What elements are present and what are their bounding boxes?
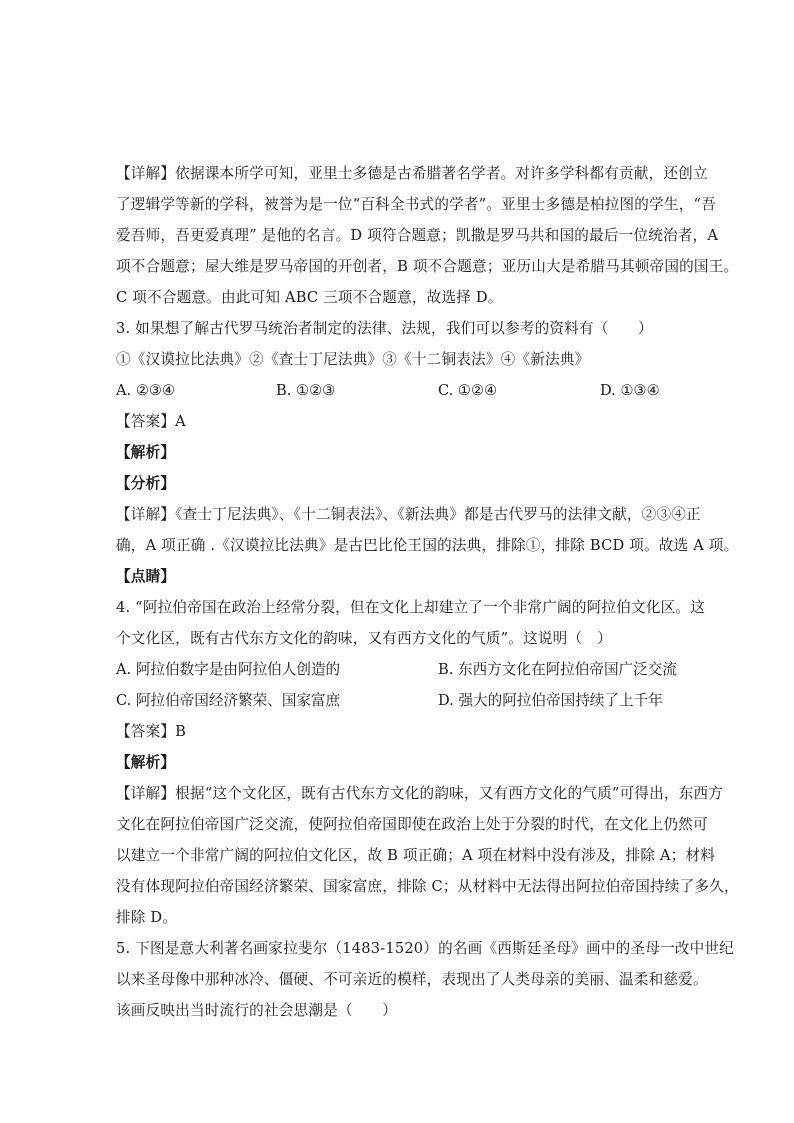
- q2-explain-line-3: 爱吾师，吾更爱真理” 是他的名言。D 项符合题意；凯撒是罗马共和国的最后一位统治者，A: [116, 227, 719, 244]
- q3-option-d: D. ①③④: [600, 382, 660, 399]
- q5-stem-line-1: 5. 下图是意大利著名画家拉斐尔（1483-1520）的名画《西斯廷圣母》画中的圣母一改中世纪: [116, 940, 734, 957]
- q2-explain-line-4: 项不合题意；屋大维是罗马帝国的开创者，B 项不合题意；亚历山大是希腊马其顿帝国的国王。: [116, 258, 739, 275]
- q3-answer: 【答案】A: [116, 413, 186, 430]
- q3-detail-line-2: 确，A 项正确 .《汉谟拉比法典》是古巴比伦王国的法典，排除①，排除 BCD 项。故选 A 项。: [116, 537, 739, 554]
- q3-option-a: A. ②③④: [116, 382, 176, 399]
- q4-detail-line-2: 文化在阿拉伯帝国广泛交流，使阿拉伯帝国即使在政治上处于分裂的时代，在文化上仍然可: [116, 816, 708, 833]
- q3-dianjing-label: 【点睛】: [116, 568, 176, 585]
- q4-analysis-label: 【解析】: [116, 754, 176, 771]
- q3-option-c: C. ①②④: [438, 382, 498, 399]
- q4-option-d: D. 强大的阿拉伯帝国持续了上千年: [438, 692, 663, 709]
- q4-option-c: C. 阿拉伯帝国经济繁荣、国家富庶: [116, 692, 341, 709]
- q4-option-b: B. 东西方文化在阿拉伯帝国广泛交流: [438, 661, 677, 678]
- q2-explain-line-2: 了逻辑学等新的学科，被誉为是一位“百科全书式的学者”。亚里士多德是柏拉图的学生，“吾: [116, 196, 716, 213]
- q2-explain-line-5: C 项不合题意。由此可知 ABC 三项不合题意，故选择 D。: [116, 289, 503, 306]
- q3-stem: 3. 如果想了解古代罗马统治者制定的法律、法规，我们可以参考的资料有（ ）: [116, 320, 653, 337]
- q5-stem-line-2: 以来圣母像中那种冰冷、僵硬、不可亲近的模样，表现出了人类母亲的美丽、温柔和慈爱。: [116, 971, 708, 988]
- q3-fenxi-label: 【分析】: [116, 475, 176, 492]
- q3-items: ①《汉谟拉比法典》②《查士丁尼法典》③《十二铜表法》④《新法典》: [116, 351, 590, 368]
- q4-detail-line-4: 没有体现阿拉伯帝国经济繁荣、国家富庶，排除 C；从材料中无法得出阿拉伯帝国持续了多久，: [116, 878, 739, 895]
- q3-analysis-label: 【解析】: [116, 444, 176, 461]
- q3-option-b: B. ①②③: [276, 382, 336, 399]
- q4-stem-line-1: 4. “阿拉伯帝国在政治上经常分裂，但在文化上却建立了一个非常广阔的阿拉伯文化区。这: [116, 599, 705, 616]
- q4-answer: 【答案】B: [116, 723, 187, 740]
- q4-detail-line-5: 排除 D。: [116, 909, 178, 926]
- q4-detail-line-3: 以建立一个非常广阔的阿拉伯文化区，故 B 项正确；A 项在材料中没有涉及，排除 A；材料: [116, 847, 716, 864]
- q3-detail-line-1: 【详解】《查士丁尼法典》、《十二铜表法》、《新法典》都是古代罗马的法律文献，②③④正: [116, 506, 701, 523]
- q4-detail-line-1: 【详解】根据“这个文化区，既有古代东方文化的韵味，又有西方文化的气质”可得出，东西方: [116, 785, 724, 802]
- q4-stem-line-2: 个文化区，既有古代东方文化的韵味，又有西方文化的气质”。这说明（ ）: [116, 630, 612, 647]
- q4-option-a: A. 阿拉伯数字是由阿拉伯人创造的: [116, 661, 341, 678]
- q2-explain-line-1: 【详解】依据课本所学可知，亚里士多德是古希腊著名学者。对许多学科都有贡献，还创立: [116, 165, 708, 182]
- q5-stem-line-3: 该画反映出当时流行的社会思潮是（ ）: [116, 1002, 398, 1019]
